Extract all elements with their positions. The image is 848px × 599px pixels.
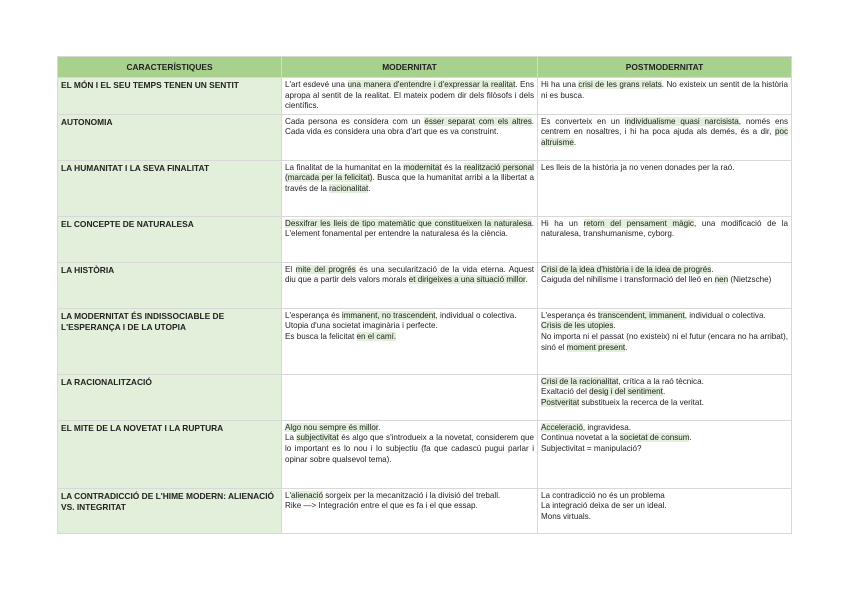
row-characteristic: LA RACIONALITZACIÓ: [58, 374, 282, 420]
cell-text: .: [613, 321, 616, 331]
row-characteristic: LA MODERNITAT ÉS INDISSOCIABLE DE L'ESPERANÇA I DE LA UTOPIA: [58, 308, 282, 374]
cell-text: . No existeix un sentit de la història ni es busca.: [541, 80, 788, 100]
cell-text: substitueix la recerca de la veritat.: [579, 397, 704, 407]
cell-text: , ingravidesa.: [582, 422, 631, 432]
row-characteristic: EL MITE DE LA NOVETAT I LA RUPTURA: [58, 420, 282, 488]
table-row: [58, 78, 792, 115]
cell-text: , una modificació de la naturalesa, transhumanisme, cyborg.: [541, 218, 788, 239]
postmodernity-cell: [538, 114, 792, 160]
header-postmodernity: POSTMODERNITAT: [538, 57, 792, 78]
table-row: [58, 262, 792, 308]
highlighted-text: desig i del sentiment: [589, 387, 663, 397]
highlighted-text: nen: [714, 275, 729, 285]
cell-text: Es converteix en un: [541, 116, 625, 126]
highlighted-text: Crisis de les utopies: [541, 321, 614, 331]
postmodernity-cell: [538, 216, 792, 262]
highlighted-text: moment present: [566, 342, 626, 352]
table-row: [58, 374, 792, 420]
cell-text: és algo que s'introdueix a la novetat, considerem que lo important es lo nou i lo subjectiu (fa que cadascú pugui parlar i opinar sobre qualsevol tema).: [285, 433, 534, 464]
highlighted-text: Acceleració: [541, 422, 583, 432]
cell-text: La contradicció no és un problema: [541, 490, 665, 500]
cell-text: és la: [441, 162, 464, 172]
modernity-cell: [282, 114, 538, 160]
cell-text: . L'element fonamental per entendre la naturalesa és la ciència.: [285, 218, 534, 239]
highlighted-text: societat de consum: [619, 433, 690, 443]
modernity-cell: [282, 308, 538, 374]
cell-text: L'esperança és: [541, 310, 598, 320]
row-characteristic: EL MÓN I EL SEU TEMPS TENEN UN SENTIT: [58, 78, 282, 115]
highlighted-text: immanent, no trascendent: [341, 310, 436, 320]
highlighted-text: individualisme quasi narcisista: [624, 116, 739, 126]
row-characteristic: LA HISTÒRIA: [58, 262, 282, 308]
cell-text: sorgeix per la mecanització i la divisió del treball.: [323, 490, 501, 500]
highlighted-text: mite del progrés: [295, 264, 356, 274]
cell-text: No importa ni el passat (no existeix) ni el futur (encara no ha arribat), sinó el: [541, 331, 788, 352]
cell-text: .: [689, 433, 692, 443]
cell-text: Les lleis de la història ja no venen donades per la raó.: [541, 162, 735, 172]
cell-text: Hi ha un: [541, 218, 584, 228]
cell-text: .: [525, 275, 528, 285]
cell-text: . Ens apropa al sentit de la realitat. El mateix podem dir dels filòsofs i dels científics.: [285, 80, 534, 111]
cell-text: Cada persona es considera com un: [285, 116, 425, 126]
postmodernity-cell: [538, 262, 792, 308]
highlighted-text: modernitat: [403, 162, 442, 172]
highlighted-text: retorn del pensament màgic: [583, 218, 694, 228]
table-body: [58, 78, 792, 534]
table-row: [58, 114, 792, 160]
highlighted-text: ésser separat com els altres: [424, 116, 532, 126]
table-row: [58, 160, 792, 216]
cell-text: . Cada vida es considera una obra d'art que es va construint.: [285, 116, 534, 137]
highlighted-text: et dirigeixes a una situació millor: [408, 275, 526, 285]
comparison-table: [57, 56, 792, 534]
postmodernity-cell: [538, 374, 792, 420]
cell-text: L': [285, 490, 292, 500]
cell-text: La finalitat de la humanitat en la: [285, 162, 404, 172]
highlighted-text: en el camí.: [356, 331, 397, 341]
cell-text: Mons virtuals.: [541, 511, 591, 521]
cell-text: , crítica a la raó tècnica.: [618, 376, 704, 386]
table-row: [58, 420, 792, 488]
cell-text: , només ens centrem en nosaltres, i hi ha poca ajuda als demés, és a dir,: [541, 116, 788, 137]
postmodernity-cell: [538, 78, 792, 115]
cell-text: La integració deixa de ser un ideal.: [541, 501, 667, 511]
row-characteristic: AUTONOMIA: [58, 114, 282, 160]
cell-text: Subjectivitat = manipulació?: [541, 443, 642, 453]
header-modernity: MODERNITAT: [282, 57, 538, 78]
highlighted-text: realització personal (marcada per la felicitat): [285, 162, 534, 183]
highlighted-text: Postveritat: [541, 397, 580, 407]
highlighted-text: poc altruisme: [541, 127, 788, 147]
modernity-cell: [282, 216, 538, 262]
highlighted-text: Crisi de la idea d'història i de la idea de progrés: [541, 264, 712, 274]
cell-text: , individual o colectiva.: [684, 310, 766, 320]
cell-text: . Busca que la humanitat arribi a la llibertat a través de la: [285, 173, 534, 193]
row-characteristic: EL CONCEPTE DE NATURALESA: [58, 216, 282, 262]
cell-text: Utopia d'una societat imaginària i perfecte.: [285, 321, 438, 331]
cell-text: L'esperança és: [285, 310, 342, 320]
highlighted-text: Crisi de la racionalitat: [541, 376, 619, 386]
postmodernity-cell: [538, 308, 792, 374]
table-row: [58, 488, 792, 533]
cell-text: .: [368, 183, 371, 193]
postmodernity-cell: [538, 488, 792, 533]
modernity-cell: [282, 374, 538, 420]
header-row: [58, 57, 792, 78]
postmodernity-cell: [538, 420, 792, 488]
table-row: [58, 308, 792, 374]
modernity-cell: [282, 420, 538, 488]
highlighted-text: Desxifrar les lleis de tipo matemàtic que constitueixen la naturalesa: [285, 218, 532, 228]
highlighted-text: Algo nou sempre és millor: [285, 422, 379, 432]
cell-text: Exaltació del: [541, 387, 590, 397]
cell-text: Caiguda del nihilisme i transformació del lleó en: [541, 275, 715, 285]
cell-text: .: [662, 387, 666, 397]
modernity-cell: [282, 262, 538, 308]
cell-text: , individual o colectiva.: [435, 310, 517, 320]
cell-text: .: [711, 264, 714, 274]
modernity-cell: [282, 488, 538, 533]
cell-text: El: [285, 264, 296, 274]
modernity-cell: [282, 160, 538, 216]
header-characteristics: CARACTERÍSTIQUES: [58, 57, 282, 78]
row-characteristic: LA CONTRADICCIÓ DE L'HIME MODERN: ALIENACIÓ VS. INTEGRITAT: [58, 488, 282, 533]
cell-text: .: [625, 342, 628, 352]
row-characteristic: LA HUMANITAT I LA SEVA FINALITAT: [58, 160, 282, 216]
highlighted-text: racionalitat: [329, 183, 369, 193]
highlighted-text: una manera d'entendre i d'expressar la realitat: [347, 80, 516, 89]
cell-text: .: [573, 137, 577, 147]
highlighted-text: alienació: [291, 490, 323, 500]
postmodernity-cell: [538, 160, 792, 216]
cell-text: és una secularització de la vida eterna. Aquest diu que a partir dels valors morals: [285, 264, 534, 285]
cell-text: Continua novetat a la: [541, 433, 620, 443]
table-row: [58, 216, 792, 262]
highlighted-text: transcendent, immanent: [597, 310, 685, 320]
modernity-cell: [282, 78, 538, 115]
highlighted-text: crisi de les grans relats: [578, 80, 662, 89]
cell-text: L'art esdevé una: [285, 80, 348, 89]
cell-text: La: [285, 433, 297, 443]
cell-text: .: [378, 422, 381, 432]
cell-text: (Nietzsche): [728, 275, 772, 285]
highlighted-text: subjectivitat: [296, 433, 339, 443]
cell-text: Es busca la felicitat: [285, 331, 357, 341]
cell-text: Hi ha una: [541, 80, 579, 89]
cell-text: Rike —> Integración entre el que es fa i el que essap.: [285, 501, 478, 511]
